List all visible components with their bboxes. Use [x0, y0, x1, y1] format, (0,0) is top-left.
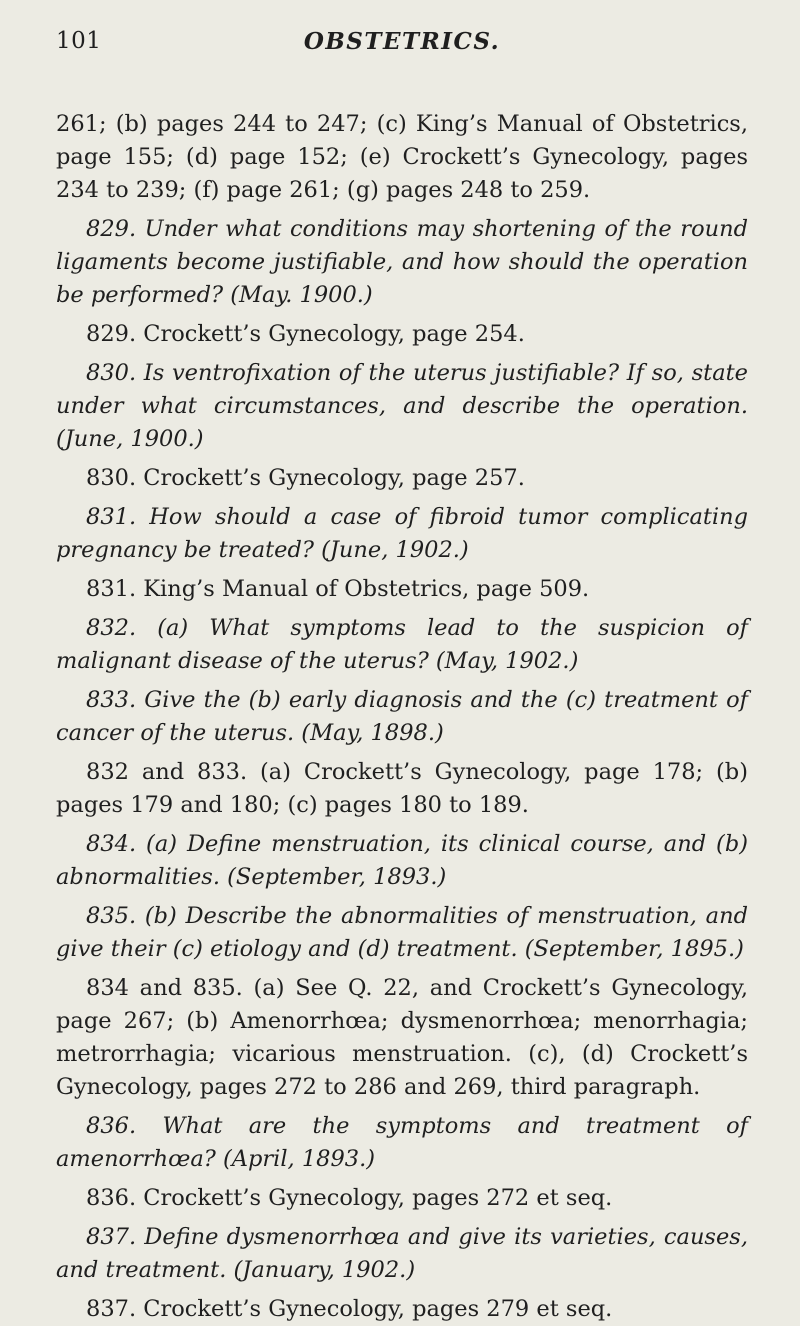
question-830: 830. Is ventrofixation of the uterus justifiable? If so, state under what circumstances, and describe the operation. (June, 1900.)	[56, 360, 748, 452]
question-829: 829. Under what conditions may shortening of the round ligaments become justifiable, and how should the operation be performed? (May. 1900.)	[56, 216, 748, 308]
question-837: 837. Define dysmenorrhœa and give its varieties, causes, and treatment. (January, 1902.)	[56, 1224, 748, 1283]
question-834: 834. (a) Define menstruation, its clinical course, and (b) abnormalities. (September, 1893.)	[56, 831, 748, 890]
question-answer-list	[56, 108, 748, 1326]
answer-834-835: 834 and 835. (a) See Q. 22, and Crockett’s Gynecology, page 267; (b) Amenorrhœa; dysmenorrhœa; menorrhagia; metrorrhagia; vicarious menstruation. (c), (d) Crockett’s Gynecology, pages 272 to 286 and 269, third paragraph.	[56, 975, 748, 1100]
answer-831: 831. King’s Manual of Obstetrics, page 509.	[86, 576, 590, 602]
continued-answer: 261; (b) pages 244 to 247; (c) King’s Manual of Obstetrics, page 155; (d) page 152; (e) Crockett’s Gynecology, pages 234 to 239; (f) page 261; (g) pages 248 to 259.	[56, 111, 748, 203]
question-831: 831. How should a case of fibroid tumor complicating pregnancy be treated? (June, 1902.)	[56, 504, 748, 563]
answer-829: 829. Crockett’s Gynecology, page 254.	[86, 321, 525, 347]
running-title: OBSTETRICS.	[303, 28, 501, 55]
page-header	[56, 28, 748, 64]
answer-832-833: 832 and 833. (a) Crockett’s Gynecology, page 178; (b) pages 179 and 180; (c) pages 180 to 189.	[56, 759, 748, 818]
question-832: 832. (a) What symptoms lead to the suspicion of malignant disease of the uterus? (May, 1902.)	[56, 615, 748, 674]
question-836: 836. What are the symptoms and treatment of amenorrhœa? (April, 1893.)	[56, 1113, 748, 1172]
answer-837: 837. Crockett’s Gynecology, pages 279 et seq.	[86, 1296, 613, 1322]
question-835: 835. (b) Describe the abnormalities of menstruation, and give their (c) etiology and (d) treatment. (September, 1895.)	[56, 903, 748, 962]
answer-836: 836. Crockett’s Gynecology, pages 272 et seq.	[86, 1185, 613, 1211]
page-number: 101	[56, 28, 102, 54]
question-833: 833. Give the (b) early diagnosis and the (c) treatment of cancer of the uterus. (May, 1898.)	[56, 687, 748, 746]
answer-830: 830. Crockett’s Gynecology, page 257.	[86, 465, 525, 491]
